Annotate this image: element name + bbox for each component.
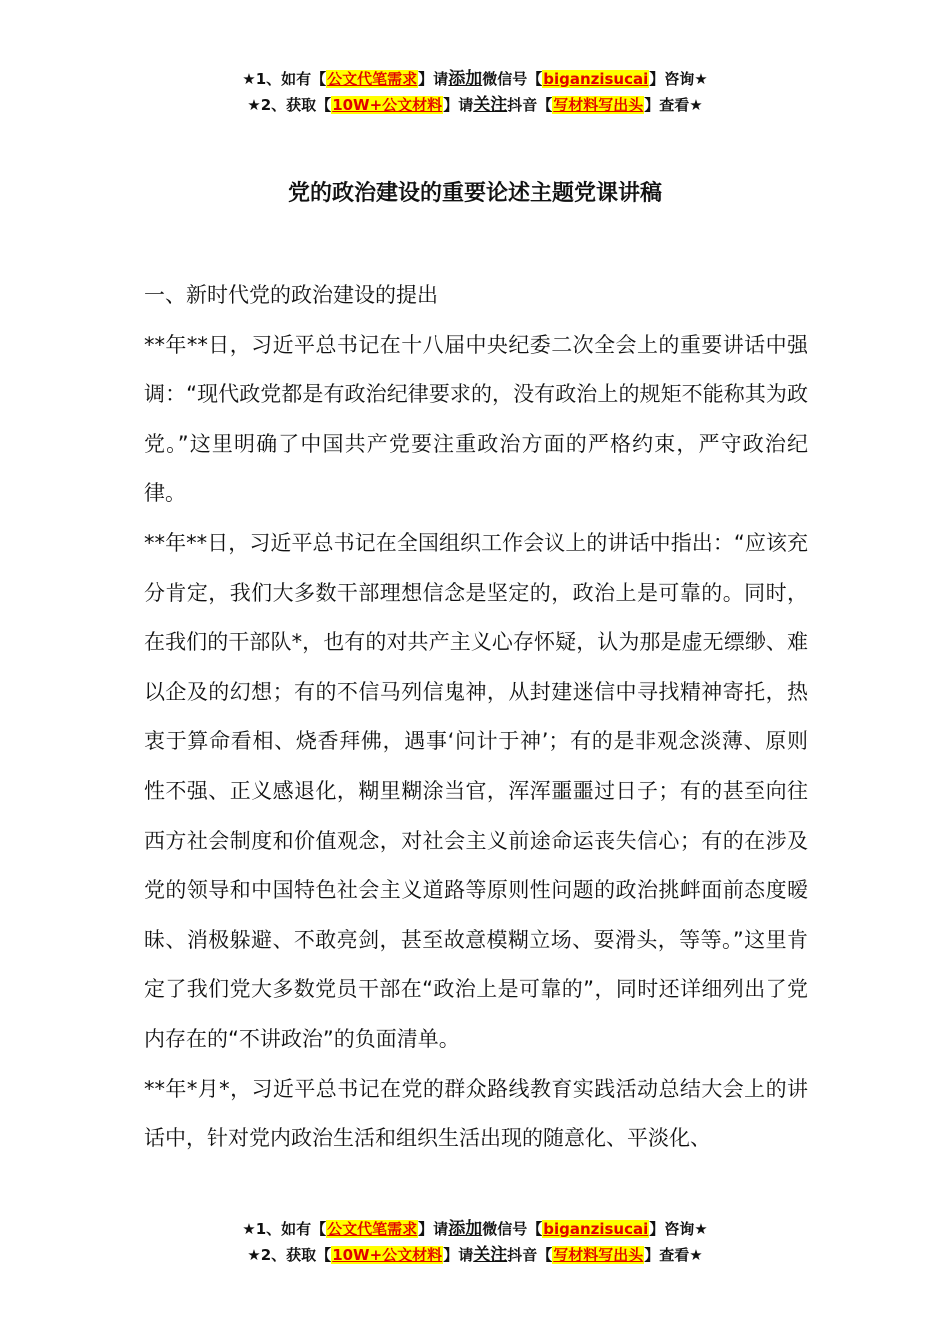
promo-emphasis: 添加	[448, 69, 483, 89]
promo-banner-bottom	[0, 1216, 950, 1268]
promo-line-2	[0, 1242, 950, 1268]
promo-text: 微信号【	[482, 70, 543, 88]
promo-text: 抖音【	[507, 96, 553, 114]
promo-banner-top	[0, 66, 950, 118]
promo-text: 微信号【	[482, 1220, 543, 1238]
promo-highlight-douyin-id: 写材料写出头	[553, 96, 644, 114]
promo-highlight-wechat-id: biganzisucai	[543, 70, 649, 88]
promo-highlight-douyin-id: 写材料写出头	[553, 1246, 644, 1264]
promo-highlight-materials: 10W+公文材料	[332, 96, 443, 114]
promo-text: 】查看★	[644, 96, 703, 114]
body-paragraph: **年*月*，习近平总书记在党的群众路线教育实践活动总结大会上的讲话中，针对党内政治生活和组织生活出现的随意化、平淡化、	[144, 1076, 808, 1151]
promo-highlight-service: 公文代笔需求	[327, 70, 418, 88]
promo-highlight-service: 公文代笔需求	[327, 1220, 418, 1238]
promo-text: 】查看★	[644, 1246, 703, 1264]
promo-emphasis: 添加	[448, 1219, 483, 1239]
document-body	[144, 271, 808, 1164]
section-heading: 一、新时代党的政治建设的提出	[144, 283, 438, 307]
document-title: 党的政治建设的重要论述主题党课讲稿	[287, 181, 662, 206]
promo-text: 抖音【	[507, 1246, 553, 1264]
promo-highlight-wechat-id: biganzisucai	[543, 1220, 649, 1238]
promo-line-1	[0, 66, 950, 92]
promo-text: 】请	[418, 1220, 449, 1238]
body-paragraph: **年**日，习近平总书记在十八届中央纪委二次全会上的重要讲话中强调：“现代政党都是有政治纪律要求的，没有政治上的规矩不能称其为政党。”这里明确了中国共产党要注重政治方面的严格约束，严守政治纪律。	[144, 332, 808, 506]
promo-text: ★2、获取【	[247, 96, 332, 114]
promo-text: 】咨询★	[649, 70, 708, 88]
promo-text: 】请	[443, 1246, 474, 1264]
promo-text: ★2、获取【	[247, 1246, 332, 1264]
promo-text: 】咨询★	[649, 1220, 708, 1238]
body-paragraph: **年**日，习近平总书记在全国组织工作会议上的讲话中指出：“应该充分肯定，我们大多数干部理想信念是坚定的，政治上是可靠的。同时，在我们的干部队*，也有的对共产主义心存怀疑，认为那是虚无缥缈、难以企及的幻想；有的不信马列信鬼神，从封建迷信中寻找精神寄托，热衷于算命看相、烧香拜佛，遇事‘问计于神’；有的是非观念淡薄、原则性不强、正义感退化，糊里糊涂当官，浑浑噩噩过日子；有的甚至向往西方社会制度和价值观念，对社会主义前途命运丧失信心；有的在涉及党的领导和中国特色社会主义道路等原则性问题的政治挑衅面前态度暧昧、消极躲避、不敢亮剑，甚至故意模糊立场、耍滑头，等等。”这里肯定了我们党大多数党员干部在“政治上是可靠的”，同时还详细列出了党内存在的“不讲政治”的负面清单。	[144, 530, 808, 1051]
promo-text: 】请	[418, 70, 449, 88]
promo-text: 】请	[443, 96, 474, 114]
promo-emphasis: 关注	[473, 95, 508, 115]
promo-text: ★1、如有【	[242, 70, 327, 88]
promo-highlight-materials: 10W+公文材料	[332, 1246, 443, 1264]
promo-emphasis: 关注	[473, 1245, 508, 1265]
promo-line-1	[0, 1216, 950, 1242]
promo-text: ★1、如有【	[242, 1220, 327, 1238]
promo-line-2	[0, 92, 950, 118]
